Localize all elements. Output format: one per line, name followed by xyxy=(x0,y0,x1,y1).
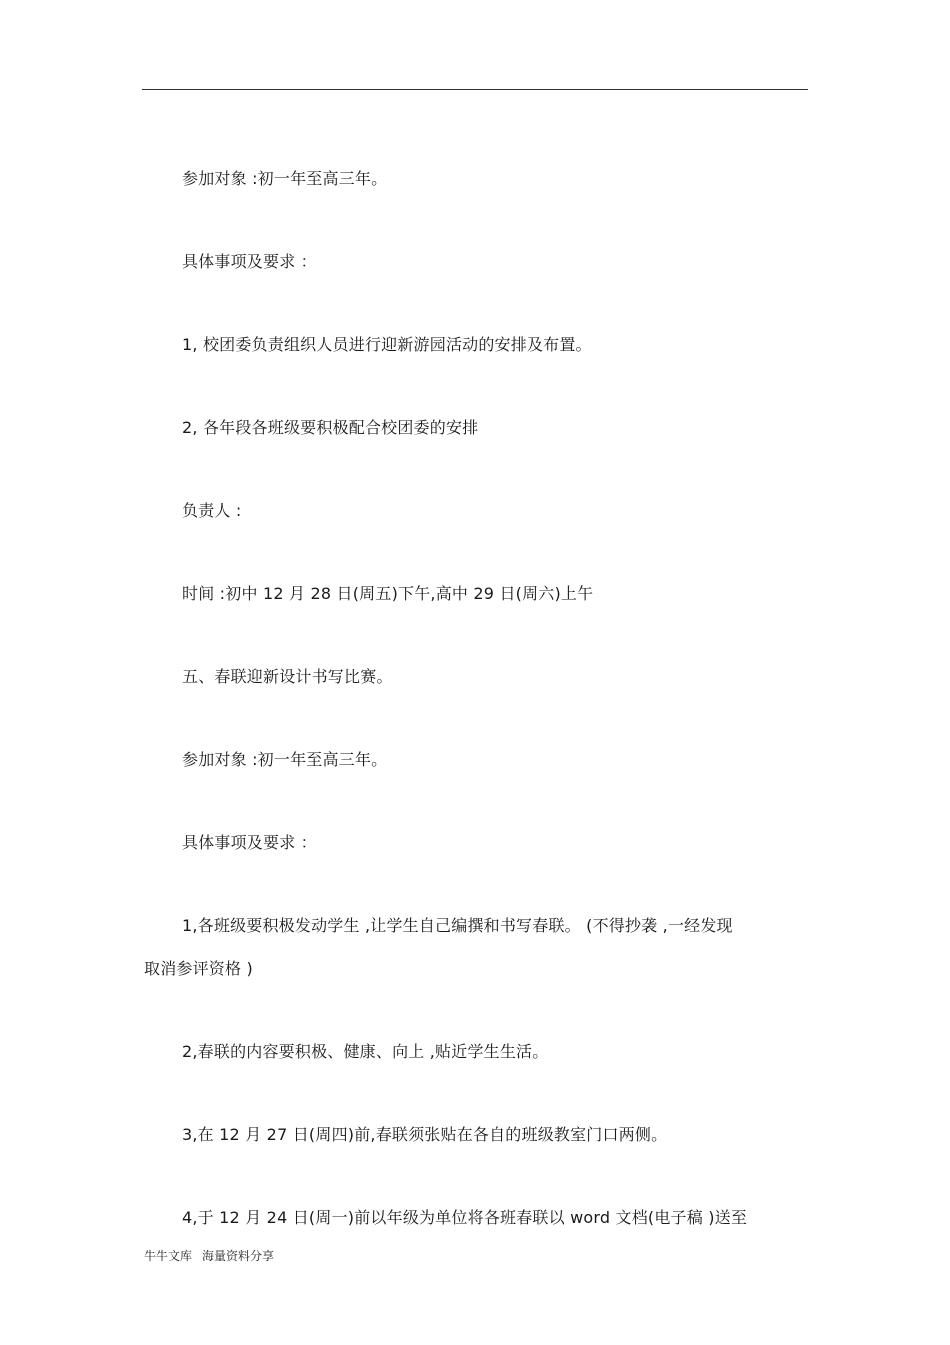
header-divider xyxy=(142,89,808,90)
footer-brand: 牛牛文库 xyxy=(144,1249,193,1263)
text-line-couplet-item-1: 1,各班级要积极发动学生 ,让学生自己编撰和书写春联。 (不得抄袭 ,一经发现 xyxy=(182,916,733,935)
text-line-item-2: 2, 各年段各班级要积极配合校团委的安排 xyxy=(182,418,479,437)
text-line-participants-1: 参加对象 :初一年至高三年。 xyxy=(182,169,388,188)
text-line-requirements-2: 具体事项及要求 ： xyxy=(182,833,317,852)
text-line-couplet-item-2: 2,春联的内容要积极、健康、向上 ,贴近学生生活。 xyxy=(182,1042,549,1061)
text-line-participants-2: 参加对象 :初一年至高三年。 xyxy=(182,750,388,769)
text-line-couplet-item-1-cont: 取消参评资格 ) xyxy=(144,959,253,978)
section-heading-five: 五、春联迎新设计书写比赛。 xyxy=(182,667,393,686)
text-line-requirements-1: 具体事项及要求 ： xyxy=(182,252,317,271)
page-footer xyxy=(144,1248,274,1264)
text-line-couplet-item-3: 3,在 12 月 27 日(周四)前,春联须张贴在各自的班级教室门口两侧。 xyxy=(182,1125,668,1144)
text-line-time: 时间 :初中 12 月 28 日(周五)下午,高中 29 日(周六)上午 xyxy=(182,584,594,603)
text-line-couplet-item-4: 4,于 12 月 24 日(周一)前以年级为单位将各班春联以 word 文档(电子稿 )送至 xyxy=(182,1208,748,1227)
text-line-person-in-charge: 负责人 : xyxy=(182,501,242,520)
text-line-item-1: 1, 校团委负责组织人员进行迎新游园活动的安排及布置。 xyxy=(182,335,592,354)
footer-tagline: 海量资料分享 xyxy=(202,1249,275,1263)
